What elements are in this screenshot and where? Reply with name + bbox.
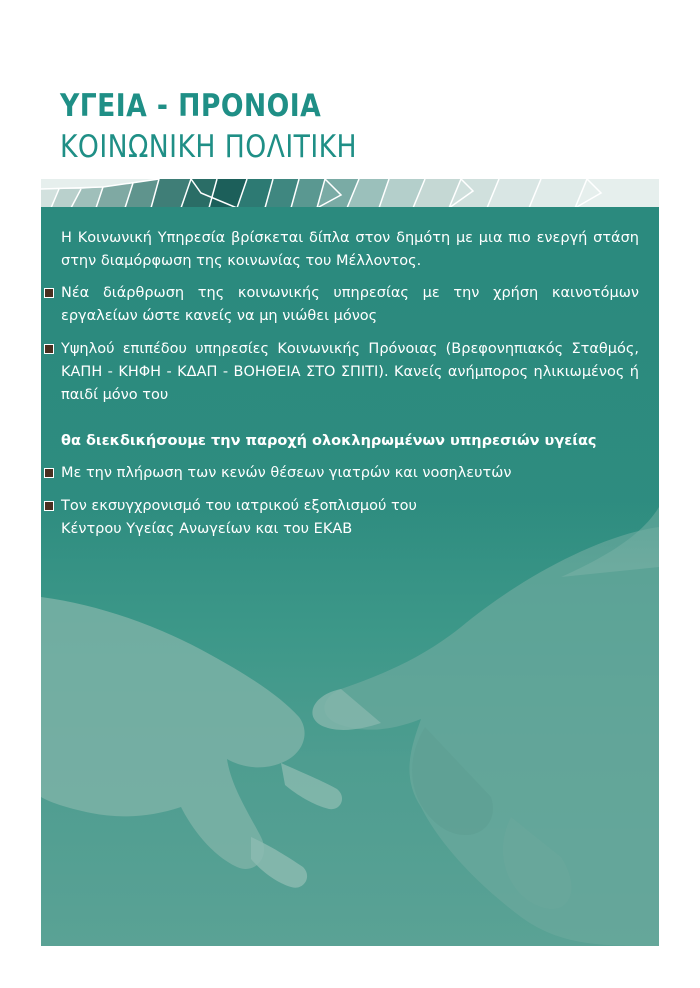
list-item-text: Υψηλού επιπέδου υπηρεσίες Κοινωνικής Πρόνοιας (Βρεφονηπιακός Σταθμός, ΚΑΠΗ - ΚΗΦΗ - ΚΔΑΠ - ΒΟΗΘΕΙΑ ΣΤΟ ΣΠΙΤΙ). Κανείς ανήμπορος ηλικιωμένος ή παιδί μόνο του: [61, 341, 639, 403]
intro-paragraph: Η Κοινωνική Υπηρεσία βρίσκεται δίπλα στον δημότη με μια πιο ενεργή στάση στην διαμόρφωση της κοινωνίας του Μέλλοντος.: [61, 230, 639, 269]
decorative-mosaic-band: [41, 179, 659, 208]
list-item-text: Με την πλήρωση των κενών θέσεων γιατρών και νοσηλευτών: [61, 465, 512, 481]
square-bullet-icon: [44, 344, 54, 354]
square-bullet-icon: [44, 501, 54, 511]
list-item-text: Νέα διάρθρωση της κοινωνικής υπηρεσίας με την χρήση καινοτόμων εργαλείων ώστε κανείς να μη νιώθει μόνος: [61, 285, 639, 324]
content-panel: [41, 207, 659, 946]
page-title: ΥΓΕΙΑ - ΠΡΟΝΟΙΑ: [60, 88, 322, 124]
square-bullet-icon: [44, 468, 54, 478]
list-item: [61, 282, 639, 328]
section-heading: θα διεκδικήσουμε την παροχή ολοκληρωμένων υπηρεσιών υγείας: [61, 433, 597, 449]
page-subtitle: ΚΟΙΝΩΝΙΚΗ ΠΟΛΙΤΙΚΗ: [60, 129, 358, 165]
text-content: [61, 227, 639, 551]
list-item: [61, 462, 639, 485]
list-item: [61, 495, 481, 541]
list-item-text: Τον εκσυγχρονισμό του ιατρικού εξοπλισμού του Κέντρου Υγείας Ανωγείων και του ΕΚΑΒ: [61, 498, 417, 537]
square-bullet-icon: [44, 288, 54, 298]
list-item: [61, 338, 639, 407]
